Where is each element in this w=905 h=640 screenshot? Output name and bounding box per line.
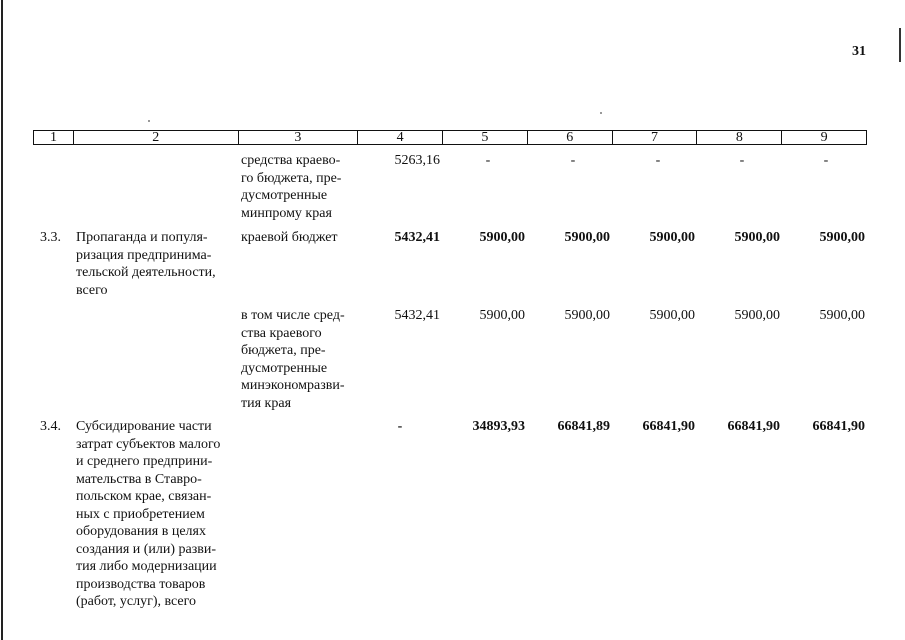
scan-right-edge [899, 28, 901, 62]
table-row-3-col-9: 66841,90 [812, 419, 865, 434]
source-line: дусмотренные [241, 188, 328, 203]
header-col-3: 3 [239, 131, 359, 144]
header-col-6: 6 [528, 131, 613, 144]
header-col-2: 2 [74, 131, 239, 144]
name-line: оборудования в целях [76, 524, 206, 539]
table-row-3-name [76, 418, 237, 611]
source-line: тия края [241, 395, 292, 411]
scan-speck [148, 120, 150, 122]
table-row-1-col-9: 5900,00 [819, 230, 865, 245]
name-line: (работ, услуг), всего [76, 594, 197, 609]
table-row-2-col-5: 5900,00 [479, 308, 525, 323]
table-row-1-col-6: 5900,00 [564, 230, 610, 245]
name-line: мательства в Ставро- [76, 471, 202, 487]
table-row-0-source [241, 152, 359, 222]
header-col-9: 9 [820, 130, 828, 145]
table-row-2-col-8: 5900,00 [734, 308, 780, 323]
table-row-2-source [241, 307, 359, 412]
name-line: затрат субъектов малого [76, 436, 221, 452]
table-row-0-col-9: - [823, 153, 829, 168]
table-row-1-name [76, 229, 237, 299]
source-line: минпрому края [241, 205, 332, 221]
name-line: ризация предпринима- [76, 247, 212, 263]
table-row-1-col-4: 5432,41 [394, 230, 440, 245]
table-row-1-number: 3.3. [40, 230, 61, 245]
name-line: Субсидирование части [76, 419, 212, 434]
header-col-7: 7 [613, 131, 698, 144]
source-line: в том числе сред- [241, 308, 345, 323]
table-row-2-col-9: 5900,00 [819, 308, 865, 323]
table-row-0-col-7: - [655, 153, 661, 168]
table-row-3-col-4: - [397, 419, 403, 434]
name-line: тия либо модернизации [76, 559, 217, 574]
source-line: ства краевого [241, 325, 322, 341]
source-line: бюджета, пре- [241, 343, 326, 358]
name-line: всего [76, 282, 108, 298]
table-row-1-source: краевой бюджет [241, 230, 338, 245]
header-col-8: 8 [697, 131, 782, 144]
table-row-2-col-4: 5432,41 [394, 308, 440, 323]
source-line: средства краево- [241, 153, 341, 168]
table-row-3-number: 3.4. [40, 419, 61, 434]
name-line: ных с приобретением [76, 506, 205, 522]
name-line: Пропаганда и популя- [76, 230, 208, 245]
name-line: польском крае, связан- [76, 489, 212, 504]
table-row-1-col-5: 5900,00 [479, 230, 525, 245]
table-row-3-col-6: 66841,89 [557, 419, 610, 434]
table-row-0-col-8: - [739, 153, 745, 168]
table-row-2-col-7: 5900,00 [649, 308, 695, 323]
source-line: го бюджета, пре- [241, 170, 342, 186]
table-row-1-col-8: 5900,00 [734, 230, 780, 245]
scan-left-edge [1, 0, 3, 640]
header-col-1: 1 [34, 131, 74, 144]
table-row-3-col-5: 34893,93 [472, 419, 525, 434]
table-header-row [33, 130, 867, 145]
name-line: создания и (или) разви- [76, 541, 217, 557]
header-col-5: 5 [443, 131, 528, 144]
name-line: производства товаров [76, 576, 206, 592]
table-row-3-col-7: 66841,90 [642, 419, 695, 434]
table-row-3-col-8: 66841,90 [727, 419, 780, 434]
page-number: 31 [852, 44, 866, 59]
name-line: и среднего предприни- [76, 454, 213, 469]
source-line: минэкономразви- [241, 378, 345, 393]
table-row-0-col-6: - [570, 153, 576, 168]
table-row-1-col-7: 5900,00 [649, 230, 695, 245]
table-row-0-col-4: 5263,16 [394, 153, 440, 168]
scan-speck [600, 112, 602, 114]
name-line: тельской деятельности, [76, 265, 216, 280]
table-row-0-col-5: - [485, 153, 491, 168]
table-row-2-col-6: 5900,00 [564, 308, 610, 323]
source-line: дусмотренные [241, 360, 328, 376]
header-col-4: 4 [358, 131, 443, 144]
